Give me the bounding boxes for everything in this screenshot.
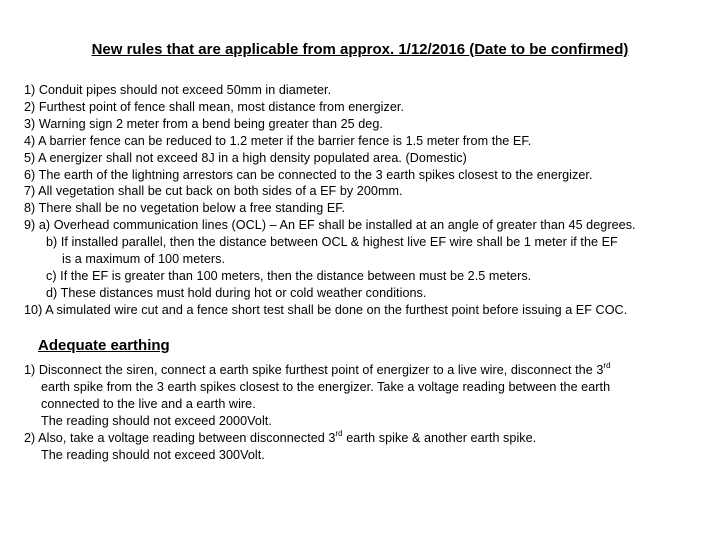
earthing-item-2-line2: The reading should not exceed 300Volt. xyxy=(41,447,265,462)
rule-7: 7) All vegetation shall be cut back on both sides of a EF by 200mm. xyxy=(24,184,403,199)
earthing-item-1-line2: earth spike from the 3 earth spikes closest to the energizer. Take a voltage reading between the earth xyxy=(41,379,611,394)
earthing-item-1-line4: The reading should not exceed 2000Volt. xyxy=(41,413,272,428)
earthing-heading: Adequate earthing xyxy=(38,337,170,354)
rule-9b-line1: b) If installed parallel, then the distance between OCL & highest live EF wire shall be 1 meter if the EF xyxy=(46,235,618,250)
rule-9d: d) These distances must hold during hot or cold weather conditions. xyxy=(46,285,427,300)
ordinal-suffix: rd xyxy=(335,428,343,438)
earthing-item-1-text: 1) Disconnect the siren, connect a earth spike furthest point of energizer to a live wire, disconnect the 3 xyxy=(24,363,604,377)
rule-9c: c) If the EF is greater than 100 meters, then the distance between must be 2.5 meters. xyxy=(46,268,532,283)
page-title: New rules that are applicable from approx. 1/12/2016 (Date to be confirmed) xyxy=(91,41,629,58)
earthing-item-2-line1 xyxy=(24,430,714,447)
rule-9a: 9) a) Overhead communication lines (OCL) – An EF shall be installed at an angle of greater than 45 degrees. xyxy=(24,218,636,233)
rules-list xyxy=(24,82,714,319)
rule-1: 1) Conduit pipes should not exceed 50mm in diameter. xyxy=(24,83,332,97)
rule-8: 8) There shall be no vegetation below a free standing EF. xyxy=(24,201,346,216)
rule-3: 3) Warning sign 2 meter from a bend being greater than 25 deg. xyxy=(24,116,383,131)
earthing-item-2-text: 2) Also, take a voltage reading between disconnected 3 xyxy=(24,430,336,445)
rule-6: 6) The earth of the lightning arrestors can be connected to the 3 earth spikes closest to the energizer. xyxy=(24,167,593,182)
earthing-item-2-text-end: earth spike & another earth spike. xyxy=(342,430,537,445)
earthing-list xyxy=(24,362,714,463)
rule-5: 5) A energizer shall not exceed 8J in a high density populated area. (Domestic) xyxy=(24,150,467,165)
earthing-item-1-line3: connected to the live and a earth wire. xyxy=(41,396,256,411)
rule-9b-line2: is a maximum of 100 meters. xyxy=(62,252,226,267)
earthing-item-1-line1 xyxy=(24,362,714,379)
rule-4: 4) A barrier fence can be reduced to 1.2 meter if the barrier fence is 1.5 meter from the EF. xyxy=(24,133,532,148)
rule-2: 2) Furthest point of fence shall mean, most distance from energizer. xyxy=(24,99,404,114)
rule-10: 10) A simulated wire cut and a fence short test shall be done on the furthest point before issuing a EF COC. xyxy=(24,302,628,317)
ordinal-suffix: rd xyxy=(603,361,611,370)
